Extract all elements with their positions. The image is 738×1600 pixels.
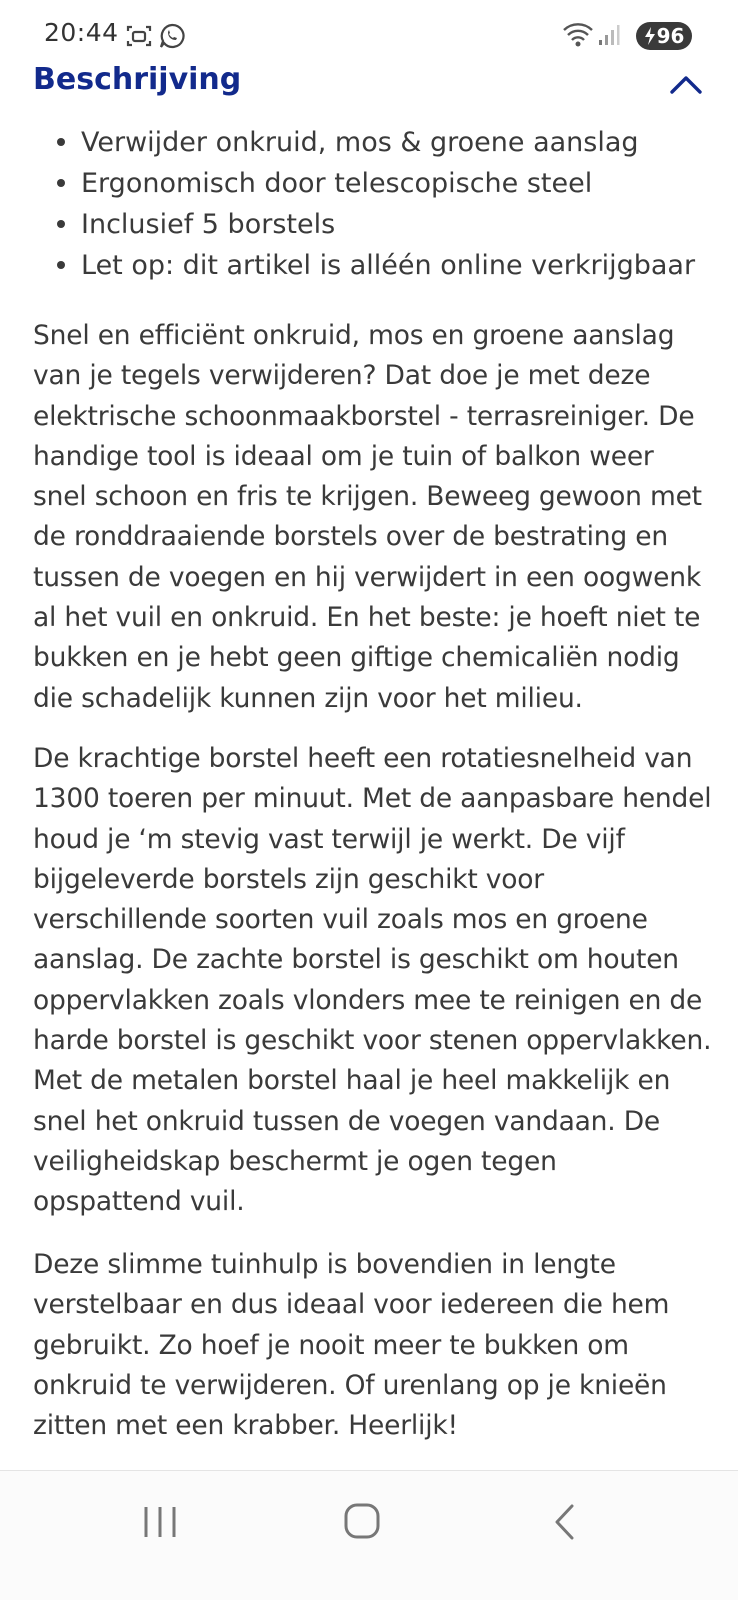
status-time: 20:44 [44,18,119,47]
section-title: Beschrijving [33,62,242,97]
feature-item [57,245,717,286]
wifi-icon [562,22,594,48]
charging-bolt-icon [644,27,656,45]
bullet-dot [57,138,65,146]
signal-icon [598,24,620,46]
feature-item [57,204,717,245]
system-nav-bar [0,1471,738,1600]
description-paragraph: Snel en efficiënt onkruid, mos en groene aanslag van je tegels verwijderen? Dat doe je met deze elektrische schoonmaakborstel - terrasreiniger. De handige tool is ideaal om je tuin of balkon weer snel schoon en fris te krijgen. Beweeg gewoon met de ronddraaiende borstels over de bestrating en tussen de voegen en hij verwijdert in een oogwenk al het vuil en onkruid. En het beste: je hoeft niet te bukken en je hebt geen giftige chemicaliën nodig die schadelijk kunnen zijn voor het milieu. [33,320,702,714]
bullet-dot [57,220,65,228]
whatsapp-icon [158,22,186,50]
description-paragraph: De krachtige borstel heeft een rotatiesnelheid van 1300 toeren per minuut. Met de aanpasbare hendel houd je ‘m stevig vast terwijl je werkt. De vijf bijgeleverde borstels zijn geschikt voor verschillende soorten vuil zoals mos en groene aanslag. De zachte borstel is geschikt om houten oppervlakken zoals vlonders mee te reinigen en de harde borstel is geschikt voor stenen oppervlakken. Met de metalen borstel haal je heel makkelijk en snel het onkruid tussen de voegen vandaan. De veiligheidskap beschermt je ogen tegen opspattend vuil. [33,743,712,1218]
back-icon [548,1501,580,1543]
feature-item [57,122,717,163]
recent-apps-button[interactable] [136,1501,184,1543]
feature-item [57,163,717,204]
chevron-up-icon [668,72,704,98]
feature-text: Ergonomisch door telescopische steel [81,168,593,199]
feature-text: Inclusief 5 borstels [81,209,336,240]
collapse-button[interactable] [668,72,704,98]
recent-apps-icon [136,1501,184,1543]
home-button[interactable] [342,1501,382,1541]
battery-level: 96 [656,24,685,48]
home-icon [342,1501,382,1541]
bullet-dot [57,179,65,187]
battery-indicator [636,22,692,50]
description-paragraph: Deze slimme tuinhulp is bovendien in lengte verstelbaar en dus ideaal voor iedereen die hem gebruikt. Zo hoef je nooit meer te bukken om onkruid te verwijderen. Of urenlang op je knieën zitten met een krabber. Heerlijk! [33,1249,670,1442]
screenshot-icon [126,24,152,48]
status-bar [0,0,738,70]
feature-text: Let op: dit artikel is alléén online verkrijgbaar [81,250,696,281]
bullet-dot [57,261,65,269]
feature-text: Verwijder onkruid, mos & groene aanslag [81,127,639,158]
feature-list [57,122,717,286]
back-button[interactable] [548,1501,580,1543]
